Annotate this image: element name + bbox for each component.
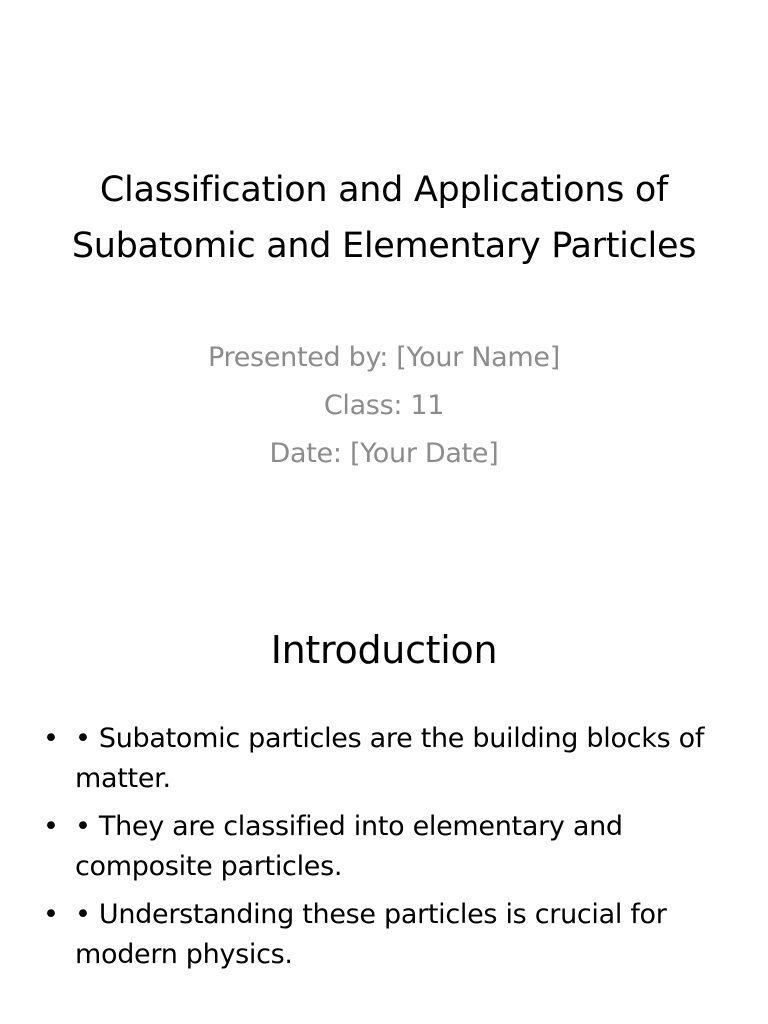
- slide-title: Introduction: [270, 628, 498, 672]
- bullet-icon: •: [43, 811, 59, 842]
- bullet-icon: •: [43, 723, 59, 754]
- date-line: Date: [Your Date]: [269, 438, 499, 469]
- slide-subtitle: [40, 334, 728, 478]
- bullet-text: • They are classified into elementary and composite particles.: [75, 811, 623, 882]
- bullet-list: [40, 719, 730, 983]
- list-item: [40, 719, 730, 799]
- bullet-text: • Understanding these particles is crucial for modern physics.: [75, 899, 667, 970]
- bullet-icon: •: [43, 899, 59, 930]
- introduction-slide: [0, 512, 768, 1024]
- class-line: Class: 11: [323, 390, 445, 421]
- bullet-text: • Subatomic particles are the building blocks of matter.: [75, 723, 705, 794]
- list-item: [40, 895, 730, 975]
- presenter-line: Presented by: [Your Name]: [208, 342, 560, 373]
- list-item: [40, 807, 730, 887]
- slide-title: Classification and Applications of Subatomic and Elementary Particles: [71, 170, 697, 266]
